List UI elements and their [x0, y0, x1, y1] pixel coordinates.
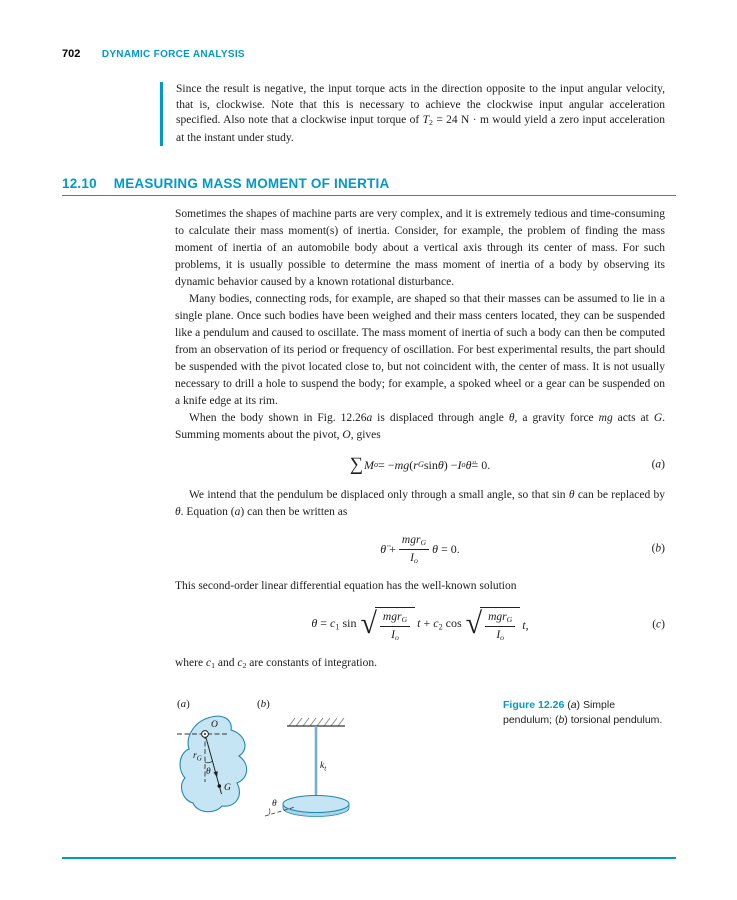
fraction-denominator: Io	[496, 628, 505, 642]
radical-sign: √	[360, 607, 377, 641]
subfigure-b-label: (b)	[257, 697, 270, 710]
equation-b	[175, 533, 665, 566]
fraction-denominator: Io	[391, 628, 399, 642]
mass-center-dot	[218, 784, 222, 788]
radical	[466, 607, 521, 643]
figure-caption-number: Figure 12.26	[503, 698, 565, 711]
equation-a-body: ∑ M o = − mg ( r G sin θ ) − I o θ̈ = 0.	[349, 454, 491, 476]
running-header	[62, 44, 245, 62]
label-O: O	[211, 719, 218, 730]
paragraph-1: Sometimes the shapes of machine parts are very complex, and it is extremely tedious and time-consuming to calculate their mass moment(s) of inertia. Consider, for example, the problem of finding the mass moment of inertia of an automobile body about a vertical axis through its center of mass. For such problems, it is usually possible to determine the mass moment of inertia of a body by observing its dynamic behavior caused by a known rotational disturbance.	[175, 208, 665, 289]
fraction-numerator: mgrG	[380, 610, 410, 627]
equation-b-post: θ = 0.	[432, 542, 460, 557]
disk-top	[283, 795, 349, 812]
label-G: G	[224, 782, 231, 793]
pivot-pin-center	[204, 733, 206, 735]
equation-c-body	[311, 607, 528, 643]
fraction	[485, 610, 515, 643]
equation-b-label: (b)	[651, 542, 665, 555]
equation-c-s2: t + c2 cos	[417, 616, 462, 632]
equation-c	[175, 607, 665, 643]
radicand	[375, 607, 415, 643]
torsional-pendulum-diagram	[255, 712, 375, 818]
equation-c-s3: t,	[522, 617, 529, 632]
subfigure-a	[175, 698, 255, 821]
paragraph-4: We intend that the pendulum be displaced only through a small angle, so that sin θ can be replaced by θ. Equation (a) can then be written as	[175, 488, 665, 518]
paragraph-3: When the body shown in Fig. 12.26a is displaced through angle θ, a gravity force mg acts at G. Summing moments about the pivot, O, gives	[175, 412, 666, 442]
bottom-rule	[62, 857, 676, 859]
fraction	[380, 610, 410, 643]
radical-sign: √	[465, 607, 483, 641]
section-heading	[62, 176, 675, 191]
label-theta: θ	[272, 798, 277, 809]
paragraph-6: where c1 and c2 are constants of integration.	[175, 656, 377, 670]
running-head-title: DYNAMIC FORCE ANALYSIS	[101, 49, 245, 60]
page-number: 702	[62, 48, 81, 60]
label-rG: $r_G$	[193, 750, 202, 763]
equation-c-label: (c)	[652, 617, 665, 630]
radical	[360, 607, 415, 643]
fraction	[399, 533, 429, 566]
subfigure-a-label: (a)	[177, 697, 190, 710]
figure-caption	[503, 698, 665, 728]
subfigure-b	[255, 698, 375, 821]
fraction-numerator: mgrG	[485, 610, 515, 627]
equation-a-label: (a)	[651, 458, 665, 471]
fraction-denominator: Io	[410, 551, 418, 565]
fraction-numerator: mgrG	[399, 533, 429, 550]
equation-b-pre: θ̈ +	[380, 542, 396, 557]
figure-caption-text: (a) Simple pendulum; (b) torsional pendulum.	[503, 698, 663, 726]
equation-c-s1: θ = c1 sin	[311, 616, 357, 632]
ceiling-hatch	[289, 718, 344, 726]
simple-pendulum-diagram	[175, 712, 255, 818]
figure-12-26	[175, 698, 665, 821]
radicand	[480, 607, 520, 643]
example-continuation-text: Since the result is negative, the input torque acts in the direction opposite to the input angular velocity, that is, clockwise. Note that this is necessary to achieve the clockwise input angular acceleration specified. Also note that a clockwise input torque of T2 = 24 N · m would yield a zero input acceleration at the instant under study.	[176, 83, 665, 144]
label-kt: $k_t$	[320, 760, 327, 773]
equation-a	[175, 456, 665, 475]
example-continuation-block	[160, 82, 665, 146]
theta-arc	[269, 808, 270, 814]
paragraph-2: Many bodies, connecting rods, for example, are shaped so that their masses can be assumed to lie in a single plane. Once such bodies have been weighed and their mass centers located, they can be suspended like a pendulum and caused to oscillate. The mass moment of inertia of such a body can then be computed from an observation of its period or frequency of oscillation. For best experimental results, the part should be suspended with the pivot located close to, but not coincident with, the center of mass. It is not usually necessary to drill a hole to suspend the body; for example, a spoked wheel or a gear can be suspended on a knife edge at its rim.	[175, 293, 665, 408]
section-number: 12.10	[62, 176, 97, 192]
heading-rule	[62, 195, 676, 196]
equation-b-body	[380, 533, 460, 566]
body-column	[175, 206, 665, 821]
label-theta: θ	[206, 766, 211, 777]
section-title: MEASURING MASS MOMENT OF INERTIA	[113, 176, 390, 192]
paragraph-5: This second-order linear differential equation has the well-known solution	[175, 579, 517, 592]
